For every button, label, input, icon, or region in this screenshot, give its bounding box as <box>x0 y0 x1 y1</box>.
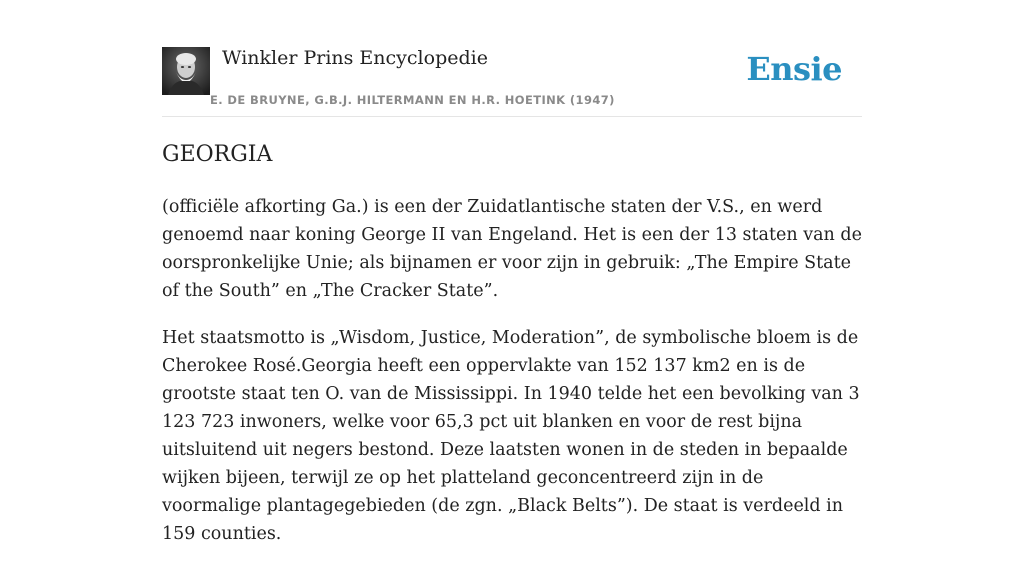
source-title[interactable]: Winkler Prins Encyclopedie <box>222 47 488 69</box>
source-authors: E. DE BRUYNE, G.B.J. HILTERMANN EN H.R. HOETINK (1947) <box>210 93 615 107</box>
source-header <box>162 46 862 117</box>
author-avatar[interactable] <box>162 47 210 95</box>
entry-body <box>162 193 862 567</box>
entry-paragraph: Het staatsmotto is „Wisdom, Justice, Moderation”, de symbolische bloem is de Cherokee Rosé.Georgia heeft een oppervlakte van 152 137 km2 en is de grootste staat ten O. van de Mississippi. In 1940 telde het een bevolking van 3 123 723 inwoners, welke voor 65,3 pct uit blanken en voor de rest bijna uitsluitend uit negers bestond. Deze laatsten wonen in de steden in bepaalde wijken bijeen, terwijl ze op het platteland geconcentreerd zijn in de voormalige plantagegebieden (de zgn. „Black Belts”). De staat is verdeeld in 159 counties. <box>162 328 860 544</box>
entry-paragraph: (officiële afkorting Ga.) is een der Zuidatlantische staten der V.S., en werd genoemd naar koning George II van Engeland. Het is een der 13 staten van de oorspronkelijke Unie; als bijnamen er voor zijn in gebruik: „The Empire State of the South” en „The Cracker State”. <box>162 197 862 301</box>
site-logo[interactable]: Ensie <box>746 50 842 88</box>
entry-title: GEORGIA <box>162 142 273 167</box>
author-portrait-icon <box>162 47 210 95</box>
